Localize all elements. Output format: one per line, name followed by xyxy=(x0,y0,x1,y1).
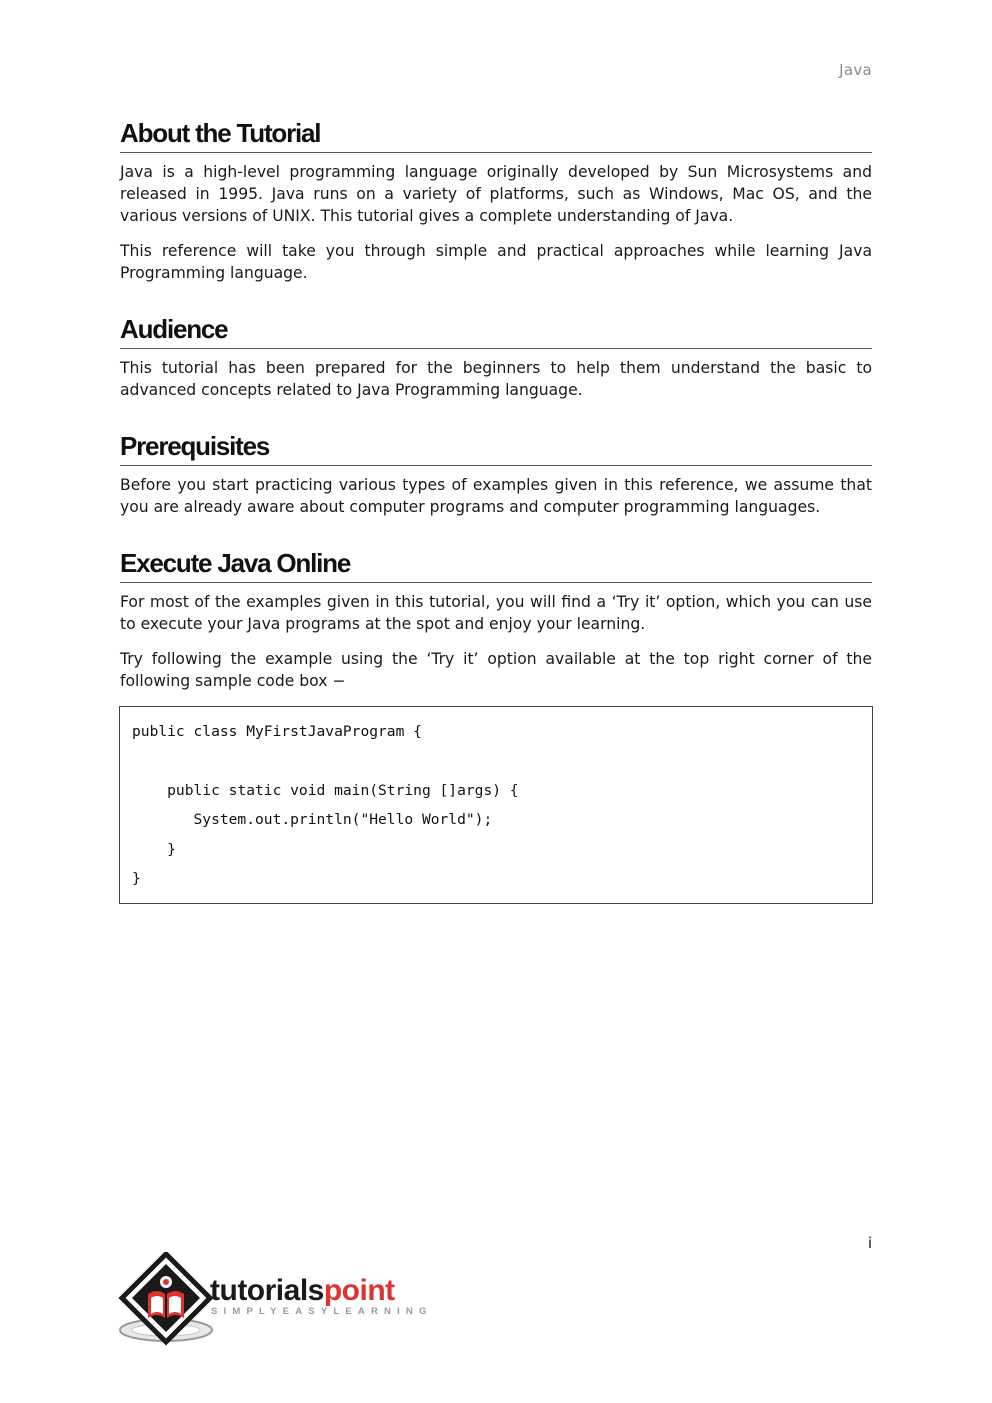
svg-text:tutorialspoint xyxy=(210,1274,395,1307)
logo-tagline: SIMPLYEASYLEARNING xyxy=(211,1306,433,1317)
code-line xyxy=(132,746,860,775)
section-execute-online xyxy=(120,546,872,692)
logo-text-accent: point xyxy=(323,1274,395,1307)
code-line: System.out.println("Hello World"); xyxy=(132,811,493,829)
paragraph: Before you start practicing various types of examples given in this reference, we assume that you are already aware about computer programs and computer programming languages. xyxy=(120,476,872,516)
code-sample-box xyxy=(119,706,873,904)
section-audience xyxy=(120,312,872,401)
section-prerequisites xyxy=(120,429,872,518)
paragraph: For most of the examples given in this tutorial, you will find a ‘Try it’ option, which you can use to execute your Java programs at the spot and enjoy your learning. xyxy=(120,593,872,633)
paragraph: Java is a high-level programming language originally developed by Sun Microsystems and released in 1995. Java runs on a variety of platforms, such as Windows, Mac OS, and the various versions of UNIX. This tutorial gives a complete understanding of Java. xyxy=(120,163,872,225)
code-line: } xyxy=(132,869,141,887)
tutorialspoint-logo xyxy=(118,1252,438,1347)
section-title: Execute Java Online xyxy=(120,546,872,583)
page-number: i xyxy=(867,1234,872,1252)
section-title: Audience xyxy=(120,312,872,349)
page-content xyxy=(120,116,872,904)
paragraph: This tutorial has been prepared for the beginners to help them understand the basic to advanced concepts related to Java Programming language. xyxy=(120,359,872,399)
paragraph: This reference will take you through simple and practical approaches while learning Java Programming language. xyxy=(120,242,872,282)
paragraph: Try following the example using the ‘Try it’ option available at the top right corner of the following sample code box − xyxy=(120,650,872,690)
section-about xyxy=(120,116,872,284)
code-line: public class MyFirstJavaProgram { xyxy=(132,723,422,740)
code-line: } xyxy=(132,840,176,858)
logo-text-main: tutorials xyxy=(210,1274,324,1307)
section-title: About the Tutorial xyxy=(120,116,872,153)
running-header: Java xyxy=(839,61,872,79)
code-line: public static void main(String []args) { xyxy=(132,781,519,799)
section-title: Prerequisites xyxy=(120,429,872,466)
